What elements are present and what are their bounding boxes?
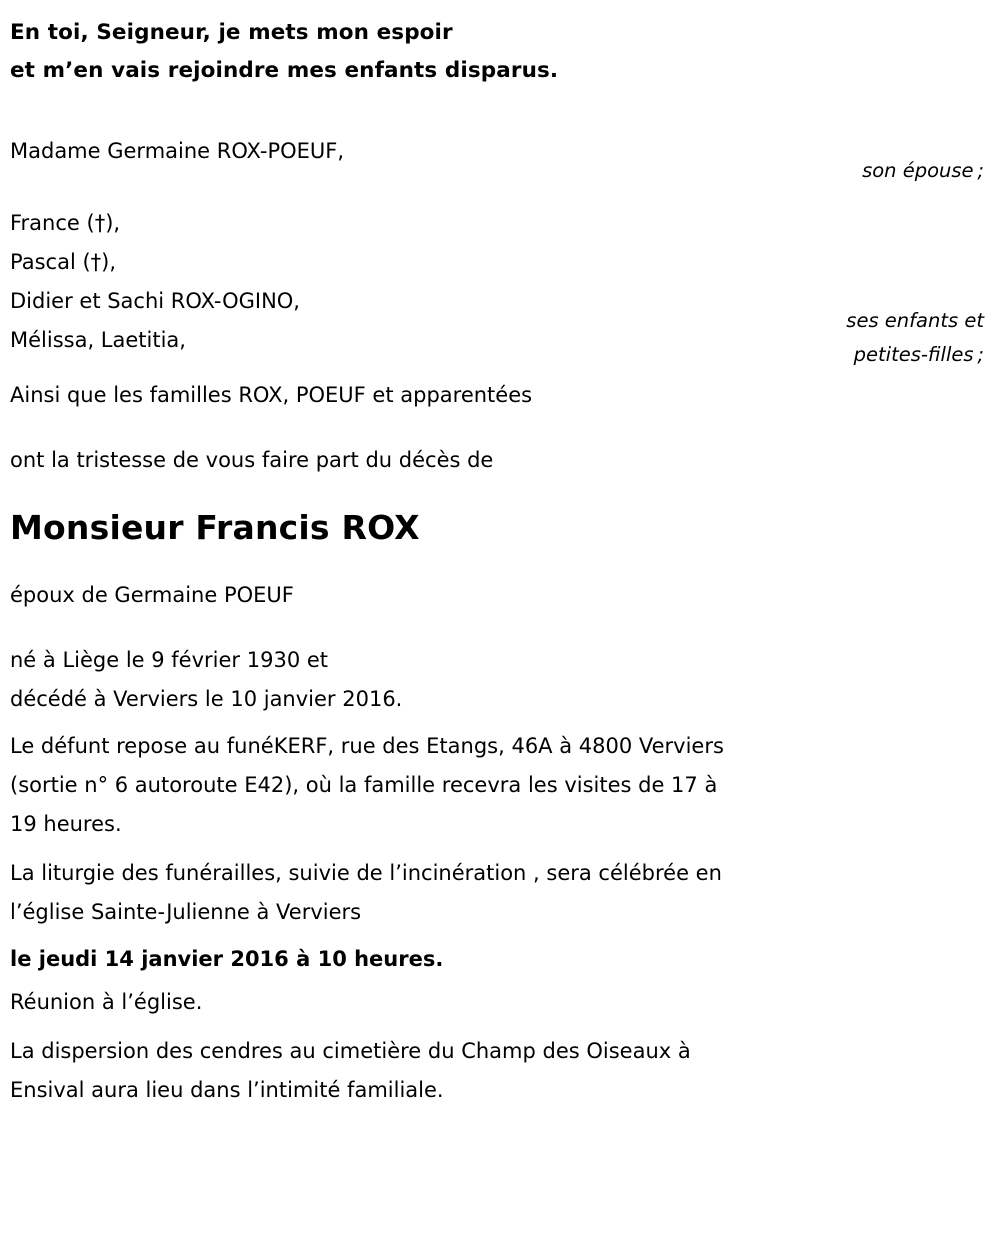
ashes-paragraph: La dispersion des cendres au cimetière du Champ des Oiseaux à Ensival aura lieu dans l’intimité familiale. xyxy=(10,1039,691,1102)
gathering-line: Réunion à l’église. xyxy=(10,990,203,1014)
child-name: Didier et Sachi ROX-OGINO, xyxy=(10,289,300,313)
spouse-row xyxy=(10,132,992,188)
epigraph-line-1: En toi, Seigneur, je mets mon espoir xyxy=(10,20,453,45)
children-relation-line-1: ses enfants et xyxy=(846,309,984,332)
epigraph-line-2: et m’en vais rejoindre mes enfants disparus. xyxy=(10,58,559,83)
spacer xyxy=(10,550,992,576)
death-line: décédé à Verviers le 10 janvier 2016. xyxy=(10,687,403,711)
spacer xyxy=(10,480,992,506)
spouse-of-line: époux de Germaine POEUF xyxy=(10,583,294,607)
spacer xyxy=(10,415,992,441)
child-name: Pascal (†), xyxy=(10,250,117,274)
epigraph xyxy=(10,14,992,90)
spouse-relation: son épouse ; xyxy=(862,159,984,182)
children-row xyxy=(10,204,992,372)
spacer xyxy=(10,615,992,641)
spouse-name: Madame Germaine ROX-POEUF, xyxy=(10,139,345,163)
liturgy-paragraph: La liturgie des funérailles, suivie de l’incinération , sera célébrée en l’église Sainte-Julienne à Verviers xyxy=(10,861,722,924)
children-relation xyxy=(650,204,992,372)
spacer xyxy=(10,90,992,132)
deceased-name: Monsieur Francis ROX xyxy=(10,508,420,547)
repose-paragraph: Le défunt repose au funéKERF, rue des Etangs, 46A à 4800 Verviers (sortie n° 6 autoroute E42), où la famille recevra les visites de 17 à 19 heures. xyxy=(10,734,724,836)
ceremony-datetime: le jeudi 14 janvier 2016 à 10 heures. xyxy=(10,947,444,971)
children-relation-line-2: petites-filles ; xyxy=(853,343,984,366)
birth-line: né à Liège le 9 février 1930 et xyxy=(10,648,329,672)
child-name: Mélissa, Laetitia, xyxy=(10,328,186,352)
spacer xyxy=(10,188,992,204)
child-name: France (†), xyxy=(10,211,121,235)
announcement-line: ont la tristesse de vous faire part du décès de xyxy=(10,448,494,472)
families-line: Ainsi que les familles ROX, POEUF et apparentées xyxy=(10,383,533,407)
children-names xyxy=(10,204,650,360)
